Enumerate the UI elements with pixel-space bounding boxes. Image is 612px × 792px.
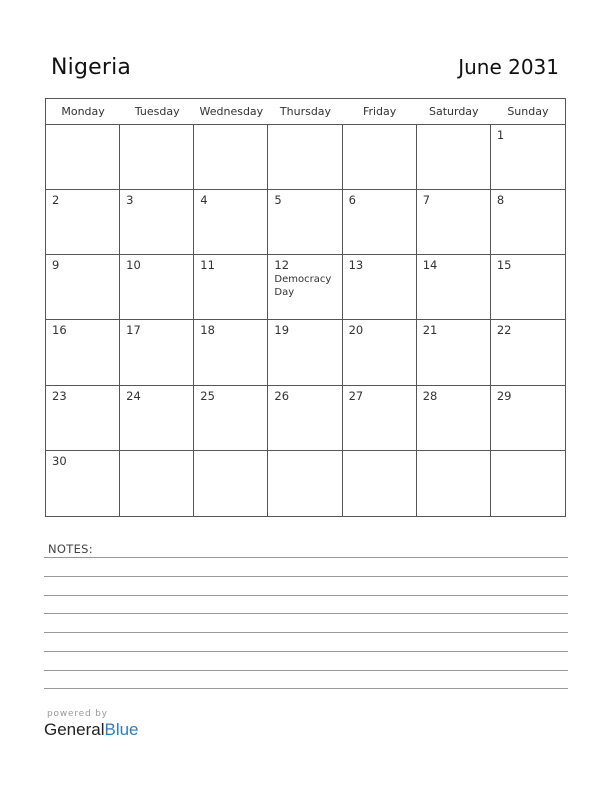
- day-cell: [120, 320, 194, 385]
- day-cell: [46, 386, 120, 451]
- note-line: [44, 613, 568, 614]
- day-cell: [491, 386, 565, 451]
- day-cell: [120, 125, 194, 190]
- notes-label: NOTES:: [48, 542, 93, 556]
- day-number: 3: [126, 193, 134, 208]
- weekday-header-row: [46, 99, 565, 125]
- day-cell: [343, 451, 417, 516]
- note-line: [44, 632, 568, 633]
- day-number: 23: [52, 388, 67, 403]
- day-cell: [417, 255, 491, 320]
- day-grid: [46, 125, 565, 516]
- day-cell: [46, 320, 120, 385]
- note-line: [44, 651, 568, 652]
- day-number: 29: [496, 388, 512, 403]
- day-cell: [46, 255, 120, 320]
- day-cell: [194, 255, 268, 320]
- note-line: [44, 576, 568, 577]
- day-cell: [491, 320, 565, 385]
- weekday-label: Wednesday: [199, 105, 264, 118]
- day-number: 21: [422, 323, 438, 338]
- day-number: 18: [200, 323, 215, 338]
- day-cell: [417, 190, 491, 255]
- day-cell: [194, 451, 268, 516]
- day-cell: [120, 255, 194, 320]
- weekday-label: Monday: [61, 105, 105, 118]
- day-number: 1: [496, 128, 505, 142]
- day-number: 9: [52, 258, 60, 273]
- day-number: 17: [126, 323, 141, 338]
- brand-name-part1: General: [44, 720, 105, 739]
- day-cell: [417, 320, 491, 385]
- day-number: 7: [422, 193, 431, 208]
- day-cell: [46, 125, 120, 190]
- day-number: 12: [274, 258, 290, 273]
- day-cell: [194, 386, 268, 451]
- day-cell: [343, 125, 417, 190]
- day-cell: [120, 190, 194, 255]
- day-number: 19: [274, 323, 290, 338]
- day-number: 28: [422, 388, 438, 403]
- day-number: 20: [348, 323, 364, 338]
- day-cell: [491, 255, 565, 320]
- day-cell: [268, 320, 342, 385]
- month-year-title: June 2031: [458, 55, 559, 79]
- day-cell: [491, 190, 565, 255]
- day-cell: [491, 451, 565, 516]
- day-number: 16: [52, 323, 67, 338]
- day-number: 26: [274, 388, 290, 403]
- generalblue-logo[interactable]: [44, 720, 139, 740]
- day-cell: [268, 386, 342, 451]
- day-cell: [417, 125, 491, 190]
- brand-name-part2: Blue: [104, 720, 139, 739]
- weekday-label: Thursday: [279, 105, 332, 118]
- day-cell: [343, 320, 417, 385]
- day-number: 11: [200, 258, 215, 273]
- note-line: [44, 688, 568, 689]
- day-cell: [343, 255, 417, 320]
- holiday-label: Democracy Day: [274, 274, 332, 299]
- day-number: 8: [496, 193, 505, 208]
- day-cell: [417, 386, 491, 451]
- day-cell: [268, 255, 342, 320]
- note-line: [44, 595, 568, 596]
- weekday-label: Friday: [362, 105, 397, 118]
- weekday-label: Saturday: [428, 105, 479, 118]
- weekday-label: Tuesday: [134, 105, 180, 118]
- day-number: 24: [126, 388, 141, 403]
- day-cell: [268, 451, 342, 516]
- day-cell: [343, 190, 417, 255]
- day-number: 10: [126, 258, 141, 273]
- calendar-grid: [45, 98, 566, 517]
- day-number: 14: [422, 258, 438, 273]
- day-number: 13: [348, 258, 364, 273]
- day-number: 30: [52, 453, 67, 468]
- day-number: 4: [200, 193, 208, 208]
- weekday-label: Sunday: [507, 105, 549, 118]
- note-line: [44, 670, 568, 671]
- powered-by-text: powered by: [47, 709, 108, 719]
- day-cell: [46, 451, 120, 516]
- note-line: [44, 557, 568, 558]
- day-cell: [46, 190, 120, 255]
- day-cell: [268, 190, 342, 255]
- day-number: 6: [348, 193, 356, 208]
- day-cell: [491, 125, 565, 190]
- day-number: 2: [52, 193, 60, 208]
- day-cell: [343, 386, 417, 451]
- day-number: 5: [274, 193, 282, 208]
- day-number: 15: [496, 258, 512, 273]
- day-cell: [194, 125, 268, 190]
- day-cell: [120, 386, 194, 451]
- day-cell: [120, 451, 194, 516]
- day-cell: [194, 190, 268, 255]
- day-number: 27: [348, 388, 364, 403]
- country-title: Nigeria: [51, 55, 132, 80]
- day-cell: [194, 320, 268, 385]
- day-cell: [417, 451, 491, 516]
- day-number: 22: [496, 323, 512, 338]
- day-number: 25: [200, 388, 215, 403]
- day-cell: [268, 125, 342, 190]
